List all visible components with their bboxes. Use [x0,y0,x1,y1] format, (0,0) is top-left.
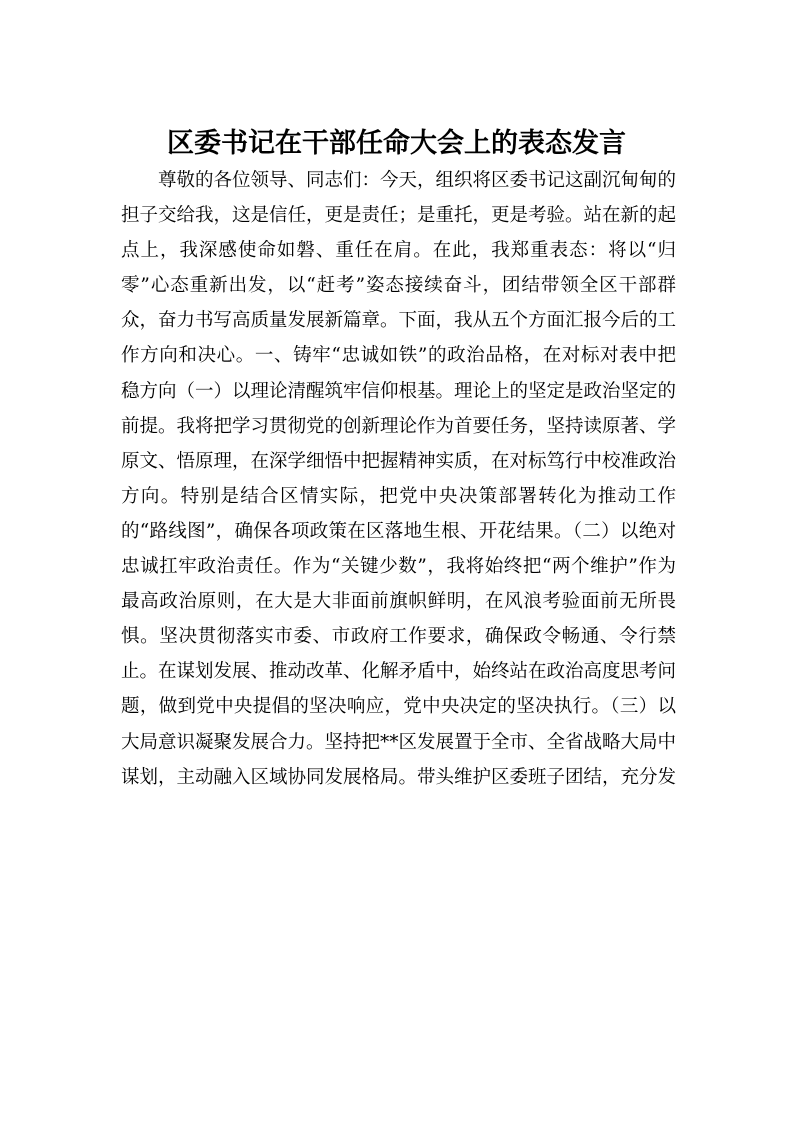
document-body-paragraph: 尊敬的各位领导、同志们：今天，组织将区委书记这副沉甸甸的担子交给我，这是信任，更是责任；是重托，更是考验。站在新的起点上，我深感使命如磐、重任在肩。在此，我郑重表态：将以“归零”心态重新出发，以“赶考”姿态接续奋斗，团结带领全区干部群众，奋力书写高质量发展新篇章。下面，我从五个方面汇报今后的工作方向和决心。一、铸牢“忠诚如铁”的政治品格，在对标对表中把稳方向（一）以理论清醒筑牢信仰根基。理论上的坚定是政治坚定的前提。我将把学习贯彻党的创新理论作为首要任务，坚持读原著、学原文、悟原理，在深学细悟中把握精神实质，在对标笃行中校准政治方向。特别是结合区情实际，把党中央决策部署转化为推动工作的“路线图”，确保各项政策在区落地生根、开花结果。（二）以绝对忠诚扛牢政治责任。作为“关键少数”，我将始终把“两个维护”作为最高政治原则，在大是大非面前旗帜鲜明，在风浪考验面前无所畏惧。坚决贯彻落实市委、市政府工作要求，确保政令畅通、令行禁止。在谋划发展、推动改革、化解矛盾中，始终站在政治高度思考问题，做到党中央提倡的坚决响应，党中央决定的坚决执行。（三）以大局意识凝聚发展合力。坚持把**区发展置于全市、全省战略大局中谋划，主动融入区域协同发展格局。带头维护区委班子团结，充分发 [121,170,677,788]
document-title: 区委书记在干部任命大会上的表态发言 [167,128,626,159]
